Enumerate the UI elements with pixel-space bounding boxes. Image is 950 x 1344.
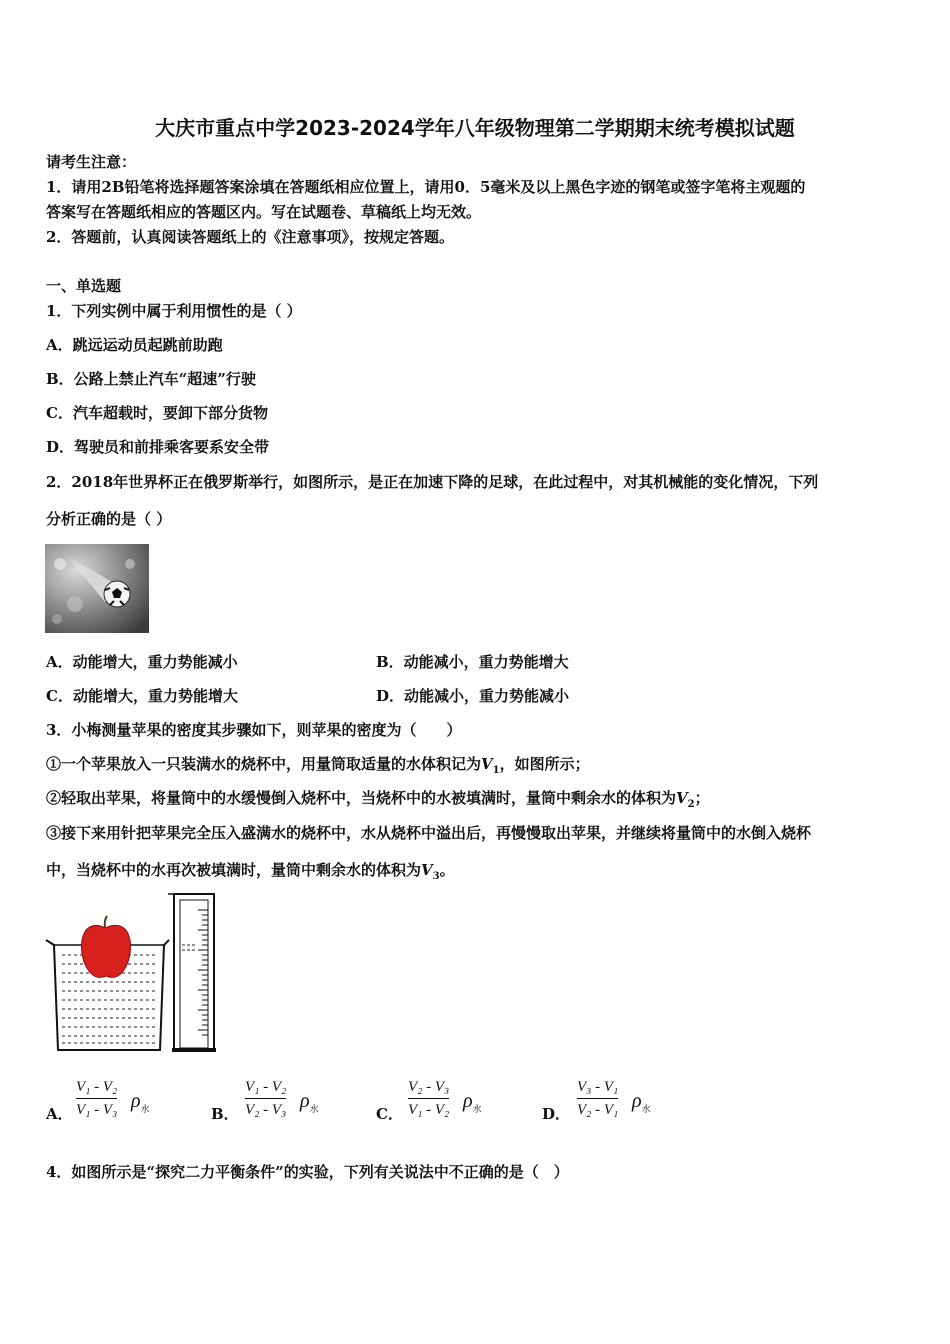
page-title: 大庆市重点中学2023-2024学年八年级物理第二学期期末统考模拟试题: [155, 116, 795, 140]
q3-step-1: ①一个苹果放入一只装满水的烧杯中，用量筒取适量的水体积记为$V_1$，如图所示；: [46, 755, 590, 776]
q2-stem: 2．2018年世界杯正在俄罗斯举行，如图所示，是正在加速下降的足球，在此过程中，对其机械能的变化情况，下列: [46, 473, 819, 491]
notice-item-2: 2．答题前，认真阅读答题纸上的《注意事项》，按规定答题。: [46, 228, 454, 246]
q2-option-c: C．动能增大，重力势能增大: [46, 687, 238, 705]
q1-option-d: D．驾驶员和前排乘客要系安全带: [46, 438, 270, 456]
q3-step-3: ③接下来用针把苹果完全压入盛满水的烧杯中，水从烧杯中溢出后，再慢慢取出苹果，并继续将量筒中的水倒入烧杯: [46, 824, 812, 842]
q1-stem: 1．下列实例中属于利用惯性的是（ ）: [46, 302, 302, 320]
beaker-cylinder-figure: [44, 890, 234, 1055]
q2-option-a: A．动能增大，重力势能减小: [46, 653, 238, 671]
q2-option-d: D．动能减小，重力势能减小: [376, 687, 570, 705]
football-image: [45, 544, 149, 633]
q4-stem: 4．如图所示是“探究二力平衡条件”的实验，下列有关说法中不正确的是（ ）: [46, 1163, 569, 1181]
notice-item-1: 1．请用2B铅笔将选择题答案涂填在答题纸相应位置上，请用0．5毫米及以上黑色字迹的钢笔或签字笔将主观题的: [46, 178, 806, 196]
q1-option-b: B．公路上禁止汽车“超速”行驶: [46, 370, 256, 388]
q2-option-b: B．动能减小，重力势能增大: [376, 653, 569, 671]
q3-step-2: ②轻取出苹果，将量筒中的水缓慢倒入烧杯中，当烧杯中的水被填满时，量筒中剩余水的体积为$V_2$；: [46, 789, 710, 810]
section-heading: 一、单选题: [46, 277, 122, 295]
q2-stem-cont: 分析正确的是（ ）: [46, 510, 172, 528]
q3-stem: 3．小梅测量苹果的密度其步骤如下，则苹果的密度为（ ）: [46, 721, 462, 739]
q1-option-c: C．汽车超载时，要卸下部分货物: [46, 404, 268, 422]
notice-item-1-cont: 答案写在答题纸相应的答题区内。写在试题卷、草稿纸上均无效。: [46, 203, 482, 221]
q3-step-3-cont: 中，当烧杯中的水再次被填满时，量筒中剩余水的体积为$V_3$。: [46, 861, 455, 882]
notice-heading: 请考生注意：: [46, 153, 137, 171]
q1-option-a: A．跳远运动员起跳前助跑: [46, 336, 223, 354]
